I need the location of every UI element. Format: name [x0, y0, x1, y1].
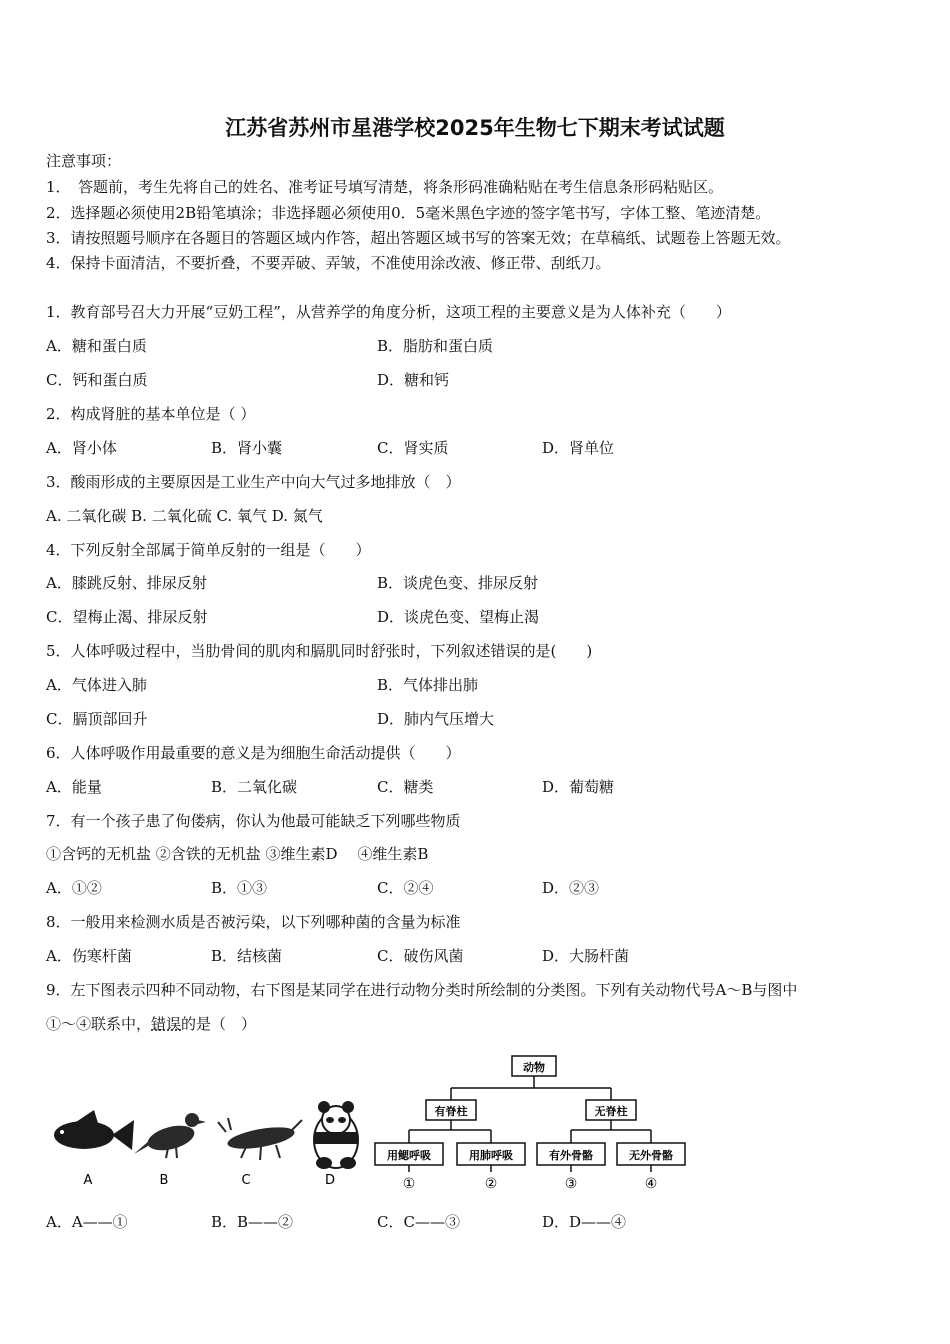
tree-leaf-lungs: 用肺呼吸 [469, 1149, 513, 1162]
option-4d: D．谈虎色变、望梅止渴 [377, 608, 540, 626]
option-1d: D．糖和钙 [377, 371, 450, 389]
tree-number-2: ② [484, 1176, 498, 1192]
question-stem-3: 3．酸雨形成的主要原因是工业生产中向大气过多地排放（ ） [46, 473, 461, 491]
tree-number-1: ① [402, 1176, 416, 1192]
tree-leaf-gills: 用鳃呼吸 [387, 1149, 431, 1162]
question-stem-7: 7．有一个孩子患了佝偻病，你认为他最可能缺乏下列哪些物质 [46, 812, 461, 830]
arthropod-image [218, 1118, 302, 1160]
animal-label-a: A [83, 1173, 93, 1188]
option-5a: A．气体进入肺 [46, 676, 147, 694]
option-9d: D．D——④ [542, 1213, 627, 1231]
question-stem-9-cont: ①～④联系中，错误的是（ ） [46, 1015, 257, 1033]
tree-number-3: ③ [564, 1176, 578, 1192]
note-item: 2．选择题必须使用2B铅笔填涂；非选择题必须使用0．5毫米黑色字迹的签字笔书写，字体工整、笔迹清楚。 [46, 204, 771, 222]
animal-label-b: B [159, 1173, 169, 1188]
note-item: 3．请按照题号顺序在各题目的答题区域内作答，超出答题区域书写的答案无效；在草稿纸、试题卷上答题无效。 [46, 229, 791, 247]
option-9a: A．A——① [46, 1213, 128, 1231]
panda-image [314, 1101, 358, 1169]
option-8c: C．破伤风菌 [377, 947, 464, 965]
pigeon-image [134, 1113, 206, 1158]
option-4c: C．望梅止渴、排尿反射 [46, 608, 208, 626]
option-9b: B．B——② [211, 1213, 294, 1231]
option-5c: C．膈顶部回升 [46, 710, 148, 728]
option-6c: C．糖类 [377, 778, 434, 796]
option-9c: C．C——③ [377, 1213, 460, 1231]
fish-image [54, 1110, 134, 1150]
animal-classification-figure [46, 1050, 696, 1200]
option-7a: A．①② [46, 879, 102, 897]
option-1a: A．糖和蛋白质 [46, 337, 147, 355]
option-5d: D．肺内气压增大 [377, 710, 495, 728]
option-7c: C．②④ [377, 879, 434, 897]
option-8a: A．伤寒杆菌 [46, 947, 132, 965]
tree-leaf-no-exoskeleton: 无外骨骼 [629, 1149, 673, 1162]
option-7d: D．②③ [542, 879, 600, 897]
tree-root: 动物 [523, 1061, 545, 1074]
question-stem-1: 1．教育部号召大力开展“豆奶工程”，从营养学的角度分析，这项工程的主要意义是为人体补充（ ） [46, 303, 731, 321]
animal-label-c: C [241, 1173, 251, 1188]
option-5b: B．气体排出肺 [377, 676, 479, 694]
option-6d: D．葡萄糖 [542, 778, 615, 796]
question-stem-6: 6．人体呼吸作用最重要的意义是为细胞生命活动提供（ ） [46, 744, 461, 762]
option-1c: C．钙和蛋白质 [46, 371, 148, 389]
question-stem-5: 5．人体呼吸过程中，当肋骨间的肌肉和膈肌同时舒张时，下列叙述错误的是( ) [46, 642, 593, 660]
question-stem-2: 2．构成肾脏的基本单位是（ ） [46, 405, 256, 423]
question-stem-4: 4．下列反射全部属于简单反射的一组是（ ） [46, 541, 371, 559]
option-8b: B．结核菌 [211, 947, 283, 965]
option-2a: A．肾小体 [46, 439, 117, 457]
option-8d: D．大肠杆菌 [542, 947, 630, 965]
option-1b: B．脂肪和蛋白质 [377, 337, 494, 355]
tree-node-invertebrate: 无脊柱 [594, 1105, 628, 1118]
substance-list-7: ①含钙的无机盐 ②含铁的无机盐 ③维生素D ④维生素B [46, 845, 429, 863]
notes-heading: 注意事项： [46, 152, 122, 170]
option-6b: B．二氧化碳 [211, 778, 298, 796]
option-2d: D．肾单位 [542, 439, 615, 457]
option-2b: B．肾小囊 [211, 439, 283, 457]
option-7b: B．①③ [211, 879, 268, 897]
tree-node-vertebrate: 有脊柱 [434, 1105, 468, 1118]
question-stem-8: 8．一般用来检测水质是否被污染，以下列哪种菌的含量为标准 [46, 913, 461, 931]
option-6a: A．能量 [46, 778, 102, 796]
page-title: 江苏省苏州市星港学校2025年生物七下期末考试试题 [225, 116, 725, 140]
note-item: 1． 答题前，考生先将自己的姓名、准考证号填写清楚，将条形码准确粘贴在考生信息条形码粘贴区。 [46, 178, 724, 196]
note-item: 4．保持卡面清洁，不要折叠，不要弄破、弄皱，不准使用涂改液、修正带、刮纸刀。 [46, 254, 611, 272]
question-stem-9: 9．左下图表示四种不同动物，右下图是某同学在进行动物分类时所绘制的分类图。下列有关动物代号A～B与图中 [46, 981, 798, 999]
tree-leaf-exoskeleton: 有外骨骼 [549, 1149, 593, 1162]
animal-label-d: D [324, 1173, 336, 1188]
option-4b: B．谈虎色变、排尿反射 [377, 574, 539, 592]
tree-number-4: ④ [644, 1176, 658, 1192]
option-4a: A．膝跳反射、排尿反射 [46, 574, 207, 592]
emphasis-mark: 错误 [151, 1015, 182, 1033]
options-3-inline: A. 二氧化碳 B. 二氧化硫 C. 氧气 D. 氮气 [46, 507, 323, 525]
option-2c: C．肾实质 [377, 439, 449, 457]
